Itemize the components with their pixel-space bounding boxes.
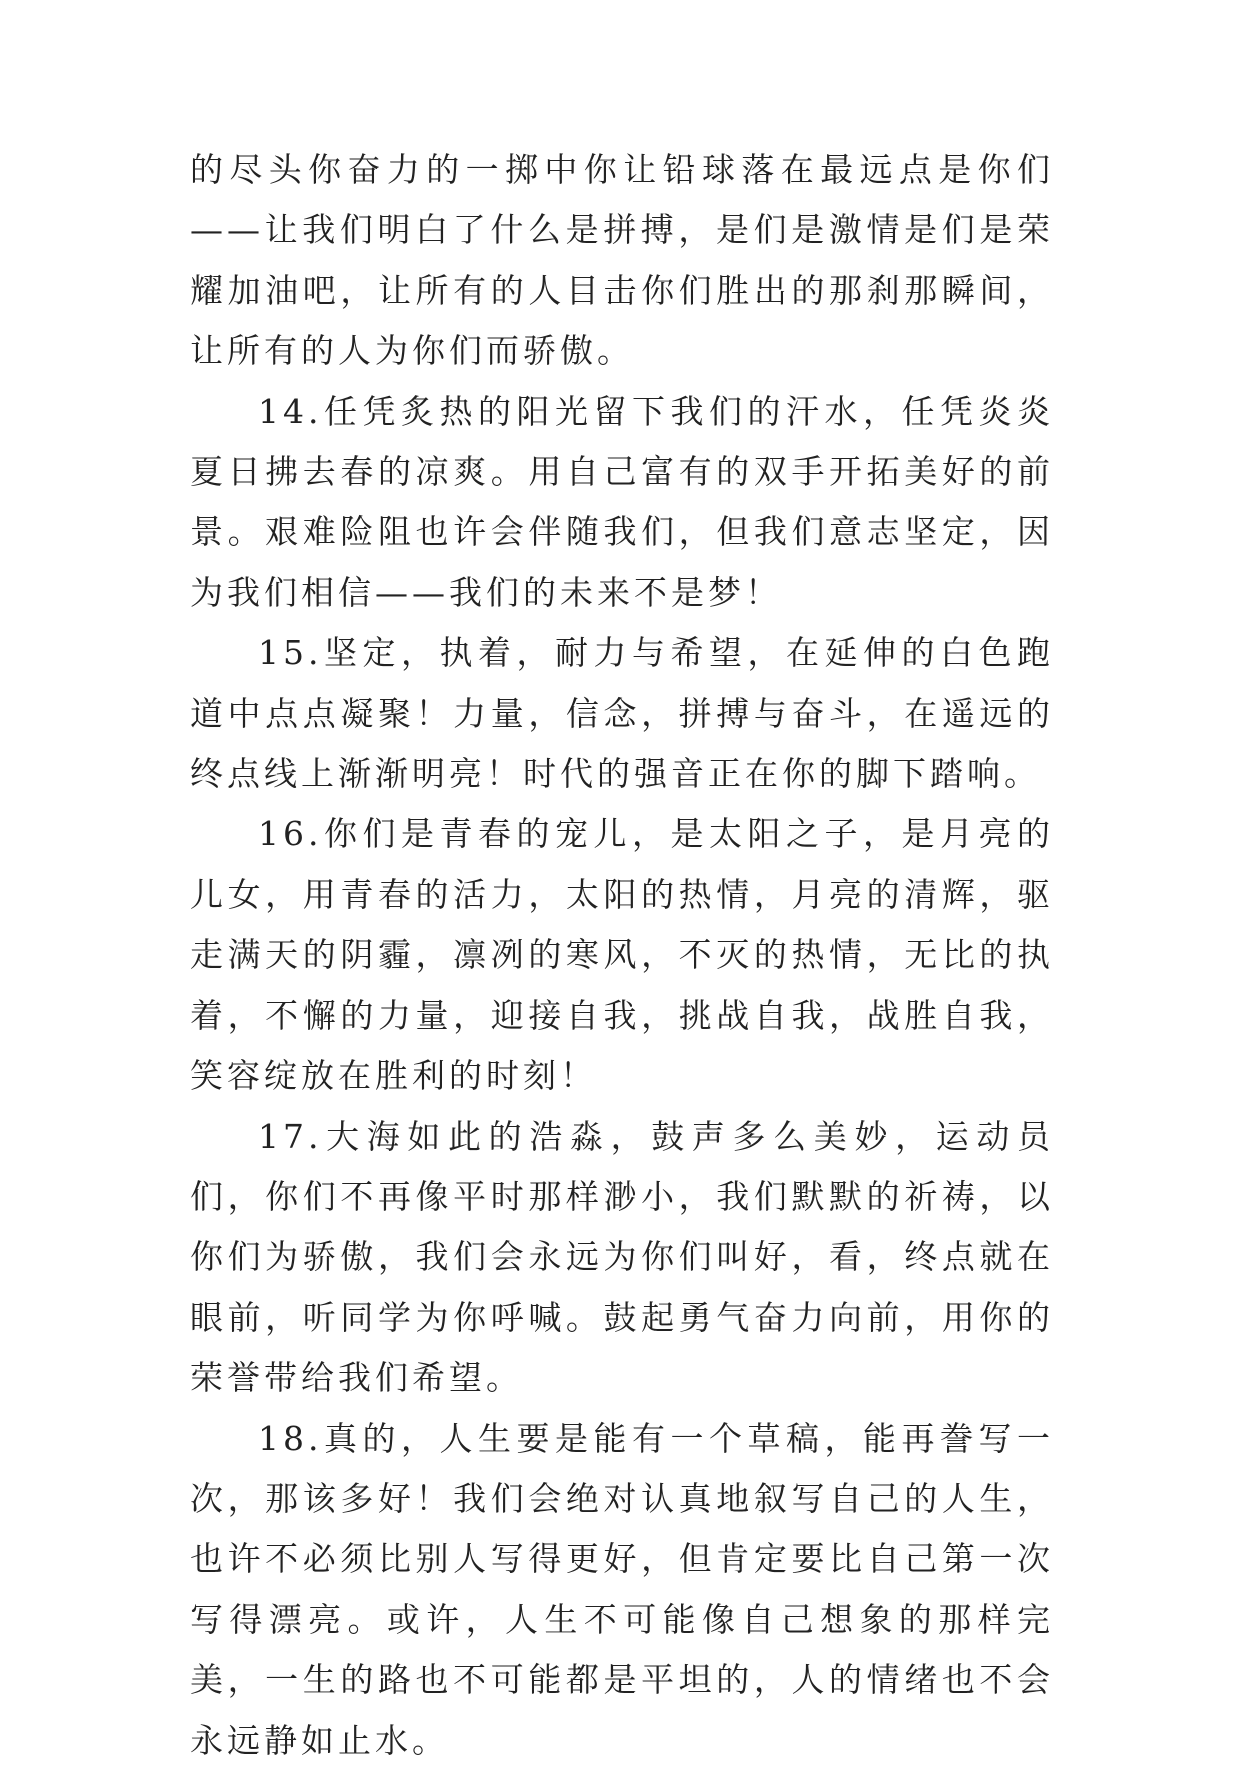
paragraph-16: 16.你们是青春的宠儿，是太阳之子，是月亮的儿女，用青春的活力，太阳的热情，月亮的清辉，驱走满天的阴霾，凛冽的寒风，不灭的热情，无比的执着，不懈的力量，迎接自我，挑战自我，战胜自我，笑容绽放在胜利的时刻！ xyxy=(190,814,1054,1096)
document-body xyxy=(190,140,1054,1771)
paragraph-15: 15.坚定，执着，耐力与希望，在延伸的白色跑道中点点凝聚！力量，信念，拼搏与奋斗，在遥远的终点线上渐渐明亮！时代的强音正在你的脚下踏响。 xyxy=(190,633,1054,794)
paragraph-18: 18.真的，人生要是能有一个草稿，能再誊写一次，那该多好！我们会绝对认真地叙写自己的人生，也许不必须比别人写得更好，但肯定要比自己第一次写得漂亮。或许，人生不可能像自己想象的那样完美，一生的路也不可能都是平坦的，人的情绪也不会永远静如止水。 xyxy=(190,1418,1054,1760)
paragraph-14: 14.任凭炙热的阳光留下我们的汗水，任凭炎炎夏日拂去春的凉爽。用自己富有的双手开拓美好的前景。艰难险阻也许会伴随我们，但我们意志坚定，因为我们相信——我们的未来不是梦！ xyxy=(190,391,1054,612)
paragraph-continuation: 的尽头你奋力的一掷中你让铅球落在最远点是你们——让我们明白了什么是拼搏，是们是激情是们是荣耀加油吧，让所有的人目击你们胜出的那刹那瞬间，让所有的人为你们而骄傲。 xyxy=(190,150,1054,371)
paragraph-17: 17.大海如此的浩淼，鼓声多么美妙，运动员们，你们不再像平时那样渺小，我们默默的祈祷，以你们为骄傲，我们会永远为你们叫好，看，终点就在眼前，听同学为你呼喊。鼓起勇气奋力向前，用你的荣誉带给我们希望。 xyxy=(190,1116,1054,1398)
